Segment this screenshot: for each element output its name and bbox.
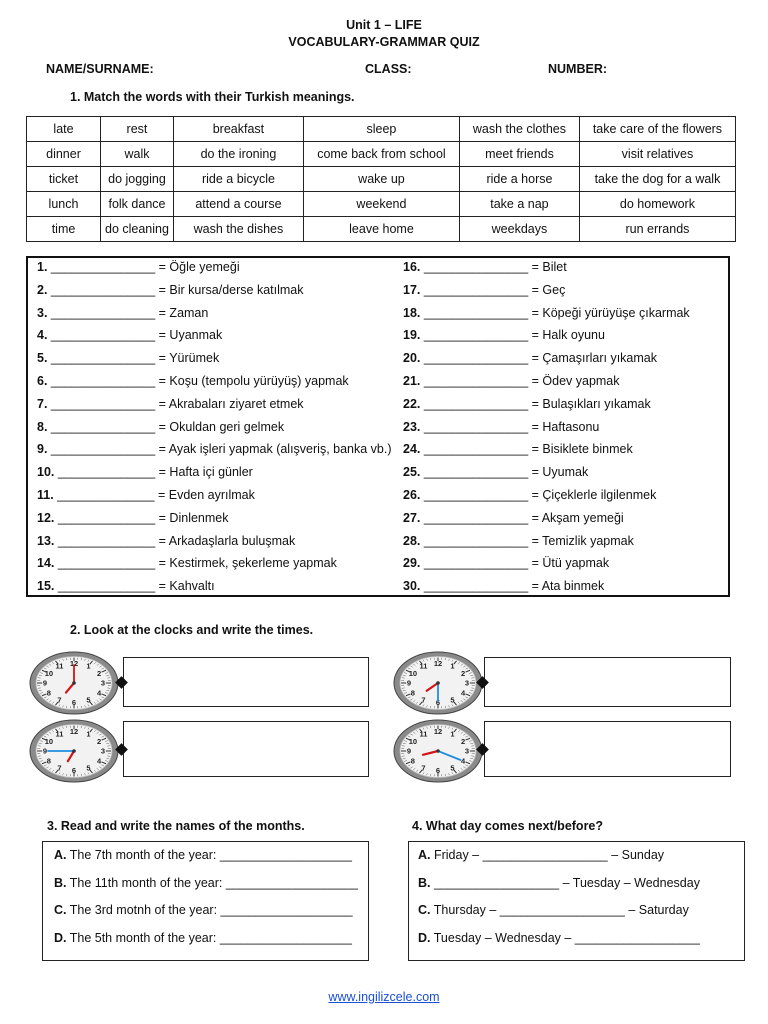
question-item-text: Friday – __________________ – Sunday xyxy=(430,848,665,862)
matching-item[interactable] xyxy=(403,351,657,365)
clock-number: 9 xyxy=(42,678,48,688)
vocab-cell: late xyxy=(27,117,101,142)
matching-item[interactable] xyxy=(403,488,656,502)
matching-item-number: 9. xyxy=(37,442,48,457)
question-item-letter: A. xyxy=(418,848,431,862)
vocab-cell: take care of the flowers xyxy=(579,117,735,142)
vocab-cell: wash the clothes xyxy=(459,117,579,142)
q4-heading: 4. What day comes next/before? xyxy=(412,819,604,833)
matching-item[interactable] xyxy=(403,420,599,434)
clock-number: 6 xyxy=(435,766,441,776)
matching-item-number: 24. xyxy=(403,442,421,457)
matching-item-number: 10. xyxy=(37,465,55,480)
question-item-letter: B. xyxy=(54,875,67,890)
matching-item-text: ______________ = Dinlenmek xyxy=(54,510,229,525)
vocab-cell: dinner xyxy=(27,142,101,167)
matching-item[interactable] xyxy=(403,556,609,570)
clock-number: 5 xyxy=(86,695,91,705)
clock-answer-box-4[interactable] xyxy=(484,721,731,777)
vocab-cell: do homework xyxy=(579,192,735,217)
matching-item-number: 26. xyxy=(403,488,421,502)
clock-number: 5 xyxy=(450,695,455,705)
clock-number: 2 xyxy=(461,736,466,746)
clock-center xyxy=(436,749,440,753)
matching-item[interactable] xyxy=(37,556,337,570)
clock-number: 2 xyxy=(461,668,466,678)
matching-item-text: _______________ = Zaman xyxy=(47,305,209,320)
question-item[interactable] xyxy=(54,931,352,945)
number-label: NUMBER: xyxy=(548,62,608,76)
clock-number: 10 xyxy=(408,668,418,678)
clock-number: 3 xyxy=(464,746,470,756)
matching-item-number: 3. xyxy=(37,305,48,320)
clock-icon xyxy=(28,650,120,716)
clock-number: 12 xyxy=(433,727,443,737)
matching-item[interactable] xyxy=(403,534,634,548)
vocab-cell: attend a course xyxy=(173,192,303,217)
clock-number: 6 xyxy=(71,698,77,708)
clock-number: 12 xyxy=(433,659,443,669)
vocab-cell: wake up xyxy=(303,167,459,192)
vocab-cell: do the ironing xyxy=(173,142,303,167)
vocab-row xyxy=(27,167,736,192)
question-item-text: Tuesday – Wednesday – __________________ xyxy=(430,930,700,945)
matching-item-text: _______________ = Temizlik yapmak xyxy=(420,533,634,548)
question-item[interactable] xyxy=(54,848,352,862)
clock-number: 7 xyxy=(421,695,426,705)
matching-item-number: 5. xyxy=(37,351,48,366)
matching-item-number: 28. xyxy=(403,533,421,548)
clock-number: 7 xyxy=(57,763,62,773)
question-item-letter: C. xyxy=(54,903,67,917)
matching-item-text: _______________ = Bir kursa/derse katılmak xyxy=(47,282,304,297)
clock-icon xyxy=(28,718,120,784)
question-item-letter: A. xyxy=(54,848,67,862)
question-item-letter: D. xyxy=(418,930,431,945)
vocab-row xyxy=(27,117,736,142)
clock-number: 8 xyxy=(410,756,415,766)
matching-item-text: _______________ = Çamaşırları yıkamak xyxy=(420,351,657,366)
question-item[interactable] xyxy=(418,903,689,917)
matching-item-text: _______________ = Yürümek xyxy=(47,351,220,366)
matching-item-text: _______________ = Haftasonu xyxy=(420,419,600,434)
clock-number: 2 xyxy=(97,736,102,746)
clock-number: 9 xyxy=(42,746,48,756)
matching-item[interactable] xyxy=(403,306,690,320)
matching-item[interactable] xyxy=(403,442,633,456)
matching-item-number: 19. xyxy=(403,328,421,343)
clock-number: 7 xyxy=(421,763,426,773)
page-subtitle: VOCABULARY-GRAMMAR QUIZ xyxy=(288,35,480,49)
vocab-cell: ride a bicycle xyxy=(173,167,303,192)
matching-item-text: _______________ = Çiçeklerle ilgilenmek xyxy=(420,488,657,502)
matching-item-text: ______________ = Hafta içi günler xyxy=(54,465,253,480)
matching-item-text: _______________ = Uyanmak xyxy=(47,328,223,343)
matching-item[interactable] xyxy=(403,511,624,525)
vocab-cell: lunch xyxy=(27,192,101,217)
question-item[interactable] xyxy=(418,848,664,862)
clock-answer-box-3[interactable] xyxy=(484,657,731,707)
question-item-text: __________________ – Tuesday – Wednesday xyxy=(430,875,700,890)
clock-number: 5 xyxy=(450,763,455,773)
clock-number: 7 xyxy=(57,695,62,705)
clock-number: 4 xyxy=(461,756,466,766)
question-item[interactable] xyxy=(418,876,700,890)
question-item-letter: D. xyxy=(54,930,67,945)
matching-item[interactable] xyxy=(403,579,604,593)
clock-number: 9 xyxy=(406,678,412,688)
question-item-letter: B. xyxy=(418,875,431,890)
matching-item-number: 4. xyxy=(37,328,48,343)
matching-item-number: 23. xyxy=(403,419,421,434)
vocab-cell: come back from school xyxy=(303,142,459,167)
vocab-cell: take a nap xyxy=(459,192,579,217)
vocab-cell: take the dog for a walk xyxy=(579,167,735,192)
matching-item-text: _______________ = Ödev yapmak xyxy=(420,374,620,388)
vocab-cell: folk dance xyxy=(101,192,174,217)
matching-item[interactable] xyxy=(37,397,304,411)
question-item-letter: C. xyxy=(418,903,431,917)
question-item[interactable] xyxy=(54,903,353,917)
matching-item-number: 18. xyxy=(403,305,421,320)
clock-number: 1 xyxy=(86,729,91,739)
matching-item[interactable] xyxy=(403,328,605,342)
vocab-row xyxy=(27,217,736,242)
matching-item[interactable] xyxy=(37,579,215,593)
clock-number: 4 xyxy=(97,688,102,698)
matching-item-number: 25. xyxy=(403,465,421,480)
matching-item-text: _______________ = Okuldan geri gelmek xyxy=(47,419,285,434)
matching-item-number: 29. xyxy=(403,556,421,571)
matching-item[interactable] xyxy=(403,397,651,411)
matching-item-text: _______________ = Ayak işleri yapmak (alışveriş, banka vb.) xyxy=(47,442,392,457)
matching-item-text: _______________ = Koşu (tempolu yürüyüş) yapmak xyxy=(47,374,349,388)
clock-number: 1 xyxy=(86,661,91,671)
question-item-text: Thursday – __________________ – Saturday xyxy=(430,903,689,917)
matching-item[interactable] xyxy=(403,374,620,388)
matching-item-number: 20. xyxy=(403,351,421,366)
q3-heading: 3. Read and write the names of the months. xyxy=(47,819,305,833)
matching-item[interactable] xyxy=(37,511,229,525)
matching-item-text: _______________ = Köpeği yürüyüşe çıkarmak xyxy=(420,305,690,320)
matching-item[interactable] xyxy=(37,260,240,274)
clock-number: 12 xyxy=(69,659,79,669)
clock-number: 5 xyxy=(86,763,91,773)
vocab-cell: sleep xyxy=(303,117,459,142)
matching-item-number: 21. xyxy=(403,374,421,388)
clock-number: 10 xyxy=(44,736,54,746)
clock-number: 4 xyxy=(97,756,102,766)
matching-item-number: 16. xyxy=(403,260,421,274)
vocabulary-table xyxy=(26,116,736,242)
clock-number: 8 xyxy=(46,688,51,698)
clock-number: 9 xyxy=(406,746,412,756)
question-item-text: The 5th month of the year: ___________________ xyxy=(66,930,352,945)
matching-item-text: _______________ = Bulaşıkları yıkamak xyxy=(420,396,651,411)
vocab-row xyxy=(27,142,736,167)
matching-item-number: 11. xyxy=(37,488,54,502)
matching-item-number: 7. xyxy=(37,396,48,411)
name-surname-label: NAME/SURNAME: xyxy=(46,62,154,76)
vocab-row xyxy=(27,192,736,217)
vocab-cell: run errands xyxy=(579,217,735,242)
class-label: CLASS: xyxy=(365,62,412,76)
clock-icon xyxy=(392,718,484,784)
matching-item[interactable] xyxy=(37,465,253,479)
matching-item[interactable] xyxy=(37,488,255,502)
matching-item-text: _______________ = Bilet xyxy=(420,260,567,274)
clock-number: 11 xyxy=(55,661,64,671)
matching-item-text: _______________ = Halk oyunu xyxy=(420,328,605,343)
question-item[interactable] xyxy=(418,931,700,945)
matching-item-text: _______________ = Ata binmek xyxy=(420,579,605,594)
clock-number: 2 xyxy=(97,668,102,678)
matching-item[interactable] xyxy=(37,283,304,297)
website-link[interactable]: www.ingilizcele.com xyxy=(328,990,440,1004)
vocab-cell: breakfast xyxy=(173,117,303,142)
matching-item-text: _______________ = Ütü yapmak xyxy=(420,556,610,571)
vocab-cell: meet friends xyxy=(459,142,579,167)
vocab-cell: walk xyxy=(101,142,174,167)
matching-item[interactable] xyxy=(37,306,208,320)
clock-number: 8 xyxy=(46,756,51,766)
vocab-cell: rest xyxy=(101,117,174,142)
clock-number: 12 xyxy=(69,727,79,737)
clock-number: 6 xyxy=(71,766,77,776)
page-title: Unit 1 – LIFE xyxy=(346,18,422,32)
vocab-cell: visit relatives xyxy=(579,142,735,167)
clock-number: 11 xyxy=(419,729,428,739)
matching-item-text: _______________ = Akrabaları ziyaret etmek xyxy=(47,396,304,411)
matching-item-number: 12. xyxy=(37,510,55,525)
vocab-cell: ride a horse xyxy=(459,167,579,192)
clock-answer-box-1[interactable] xyxy=(123,657,369,707)
vocab-cell: do cleaning xyxy=(101,217,174,242)
matching-item[interactable] xyxy=(37,328,222,342)
matching-item-number: 2. xyxy=(37,282,48,297)
matching-item[interactable] xyxy=(403,283,565,297)
vocab-cell: do jogging xyxy=(101,167,174,192)
clock-number: 1 xyxy=(450,661,455,671)
matching-item[interactable] xyxy=(403,465,588,479)
clock-number: 3 xyxy=(100,678,106,688)
matching-item-text: _______________ = Öğle yemeği xyxy=(47,260,240,274)
matching-item-number: 6. xyxy=(37,374,48,388)
matching-item[interactable] xyxy=(37,534,295,548)
clock-number: 8 xyxy=(410,688,415,698)
matching-item-text: _______________ = Geç xyxy=(420,282,566,297)
clock-number: 11 xyxy=(55,729,64,739)
matching-item[interactable] xyxy=(403,260,567,274)
matching-item-number: 1. xyxy=(37,260,48,274)
matching-item[interactable] xyxy=(37,420,284,434)
clock-answer-box-2[interactable] xyxy=(123,721,369,777)
clock-center xyxy=(72,749,76,753)
clock-center xyxy=(436,681,440,685)
question-item-text: The 3rd motnh of the year: ___________________ xyxy=(66,903,353,917)
clock-number: 11 xyxy=(419,661,428,671)
clock-center xyxy=(72,681,76,685)
question-item[interactable] xyxy=(54,876,358,890)
matching-item-text: _______________ = Bisiklete binmek xyxy=(420,442,633,457)
matching-item[interactable] xyxy=(37,442,392,456)
matching-item-number: 22. xyxy=(403,396,421,411)
matching-item-text: ______________ = Evden ayrılmak xyxy=(53,488,255,502)
matching-item-number: 8. xyxy=(37,419,48,434)
matching-item-text: ______________ = Kahvaltı xyxy=(54,579,215,594)
matching-item-number: 30. xyxy=(403,579,421,594)
matching-item[interactable] xyxy=(37,351,219,365)
matching-item-number: 13. xyxy=(37,533,55,548)
vocab-cell: wash the dishes xyxy=(173,217,303,242)
vocab-cell: time xyxy=(27,217,101,242)
clock-number: 3 xyxy=(100,746,106,756)
matching-item[interactable] xyxy=(37,374,349,388)
question-item-text: The 7th month of the year: ___________________ xyxy=(66,848,352,862)
matching-item-text: ______________ = Kestirmek, şekerleme yapmak xyxy=(54,556,337,571)
vocab-cell: weekend xyxy=(303,192,459,217)
matching-item-number: 27. xyxy=(403,510,421,525)
matching-item-text: ______________ = Arkadaşlarla buluşmak xyxy=(54,533,296,548)
question-item-text: The 11th month of the year: ___________________ xyxy=(66,875,358,890)
q2-heading: 2. Look at the clocks and write the times. xyxy=(70,623,314,637)
vocab-cell: weekdays xyxy=(459,217,579,242)
clock-icon xyxy=(392,650,484,716)
clock-number: 10 xyxy=(44,668,54,678)
vocab-cell: ticket xyxy=(27,167,101,192)
matching-item-text: _______________ = Uyumak xyxy=(420,465,589,480)
matching-item-text: _______________ = Akşam yemeği xyxy=(420,510,624,525)
vocab-cell: leave home xyxy=(303,217,459,242)
clock-number: 6 xyxy=(435,698,441,708)
clock-number: 4 xyxy=(461,688,466,698)
matching-item-number: 17. xyxy=(403,282,421,297)
clock-number: 1 xyxy=(450,729,455,739)
matching-item-number: 14. xyxy=(37,556,55,571)
matching-item-number: 15. xyxy=(37,579,55,594)
clock-number: 3 xyxy=(464,678,470,688)
q1-heading: 1. Match the words with their Turkish meanings. xyxy=(70,90,355,104)
clock-number: 10 xyxy=(408,736,418,746)
